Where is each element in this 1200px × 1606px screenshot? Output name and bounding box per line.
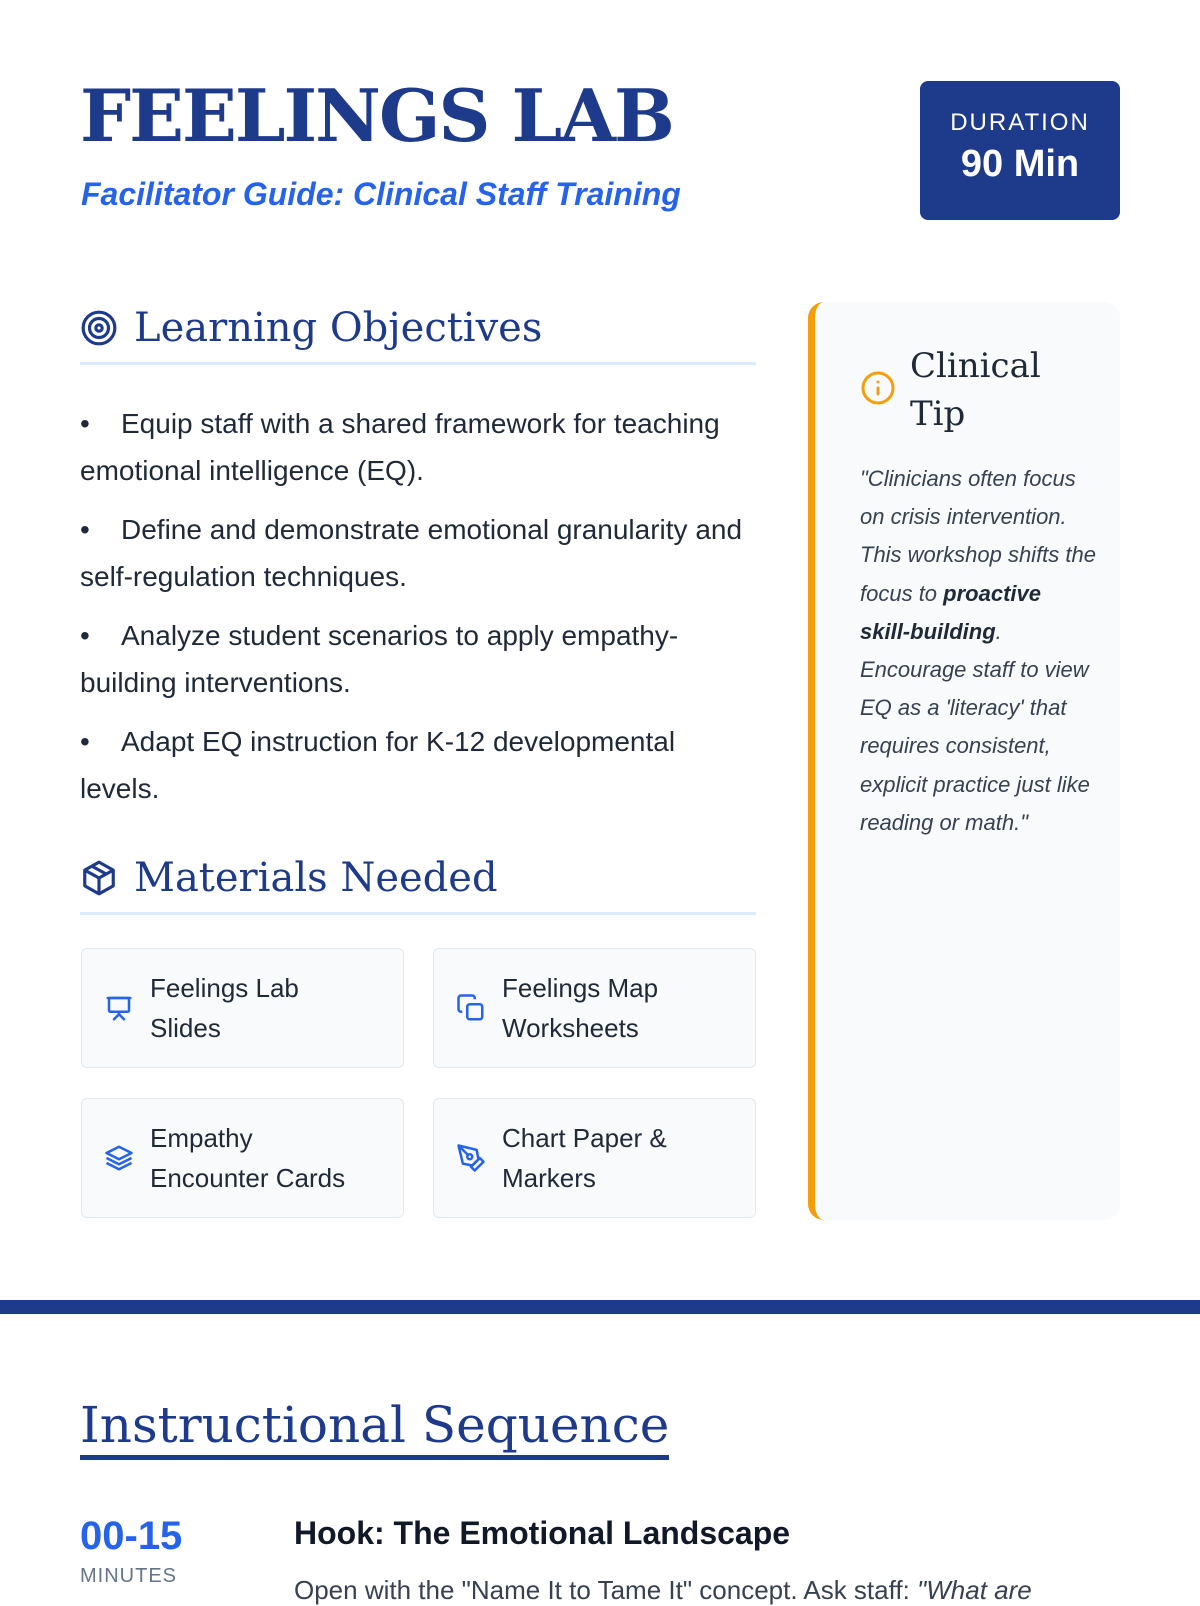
list-item: • Equip staff with a shared framework for teaching emotional intelligence (EQ). (80, 408, 720, 486)
target-icon (80, 309, 118, 347)
duration-label: DURATION (950, 109, 1090, 136)
presentation-icon (104, 993, 134, 1023)
material-label: Feelings Map Worksheets (502, 973, 659, 1043)
sequence-heading: Instructional Sequence (80, 1395, 669, 1460)
clinical-tip-heading: Clinical Tip (910, 346, 1041, 434)
material-card (81, 948, 404, 1068)
section-divider (0, 1300, 1200, 1314)
clinical-tip-header (860, 342, 1060, 438)
step-description: Open with the "Name It to Tame It" concept. Ask staff: "What are (294, 1575, 1032, 1605)
step-time: 00-15 (80, 1514, 183, 1558)
material-card (81, 1098, 404, 1218)
step-title: Hook: The Emotional Landscape (294, 1515, 791, 1551)
layers-icon (104, 1143, 134, 1173)
copy-icon (456, 993, 486, 1023)
objectives-list (80, 400, 760, 824)
materials-header (80, 844, 756, 915)
list-item: • Adapt EQ instruction for K-12 developmental levels. (80, 726, 676, 804)
clinical-tip-panel (808, 302, 1120, 1220)
objectives-header (80, 294, 756, 365)
info-icon (860, 370, 896, 411)
clinical-tip-quote: "Clinicians often focus on crisis intervention. This workshop shifts the focus to proactive skill-building. Encourage staff to view EQ as a 'literacy' that requires consistent, explicit practice just like reading or math." (860, 466, 1096, 835)
list-item: • Define and demonstrate emotional granularity and self-regulation techniques. (80, 514, 743, 592)
material-label: Feelings Lab Slides (150, 973, 299, 1043)
duration-badge (920, 81, 1120, 220)
material-label: Empathy Encounter Cards (150, 1123, 346, 1193)
material-card (433, 1098, 756, 1218)
materials-heading: Materials Needed (134, 855, 498, 901)
list-item: • Analyze student scenarios to apply empathy-building interventions. (80, 620, 679, 698)
duration-value: 90 Min (960, 143, 1080, 185)
page-title: FEELINGS LAB (80, 73, 673, 158)
package-icon (80, 859, 118, 897)
objectives-heading: Learning Objectives (134, 305, 543, 351)
material-card (433, 948, 756, 1068)
material-label: Chart Paper & Markers (502, 1123, 667, 1193)
page-subtitle: Facilitator Guide: Clinical Staff Training (81, 176, 681, 212)
pen-icon (456, 1143, 486, 1173)
step-time-unit: MINUTES (80, 1565, 177, 1587)
